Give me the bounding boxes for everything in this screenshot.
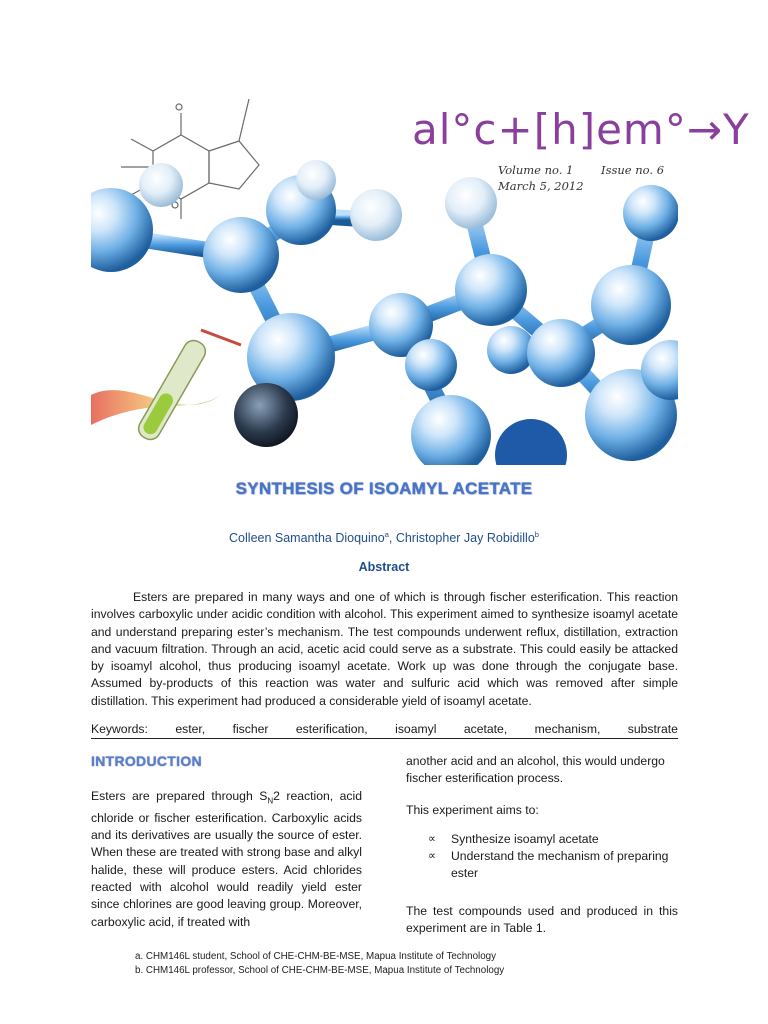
- list-item: [428, 831, 678, 848]
- author-1: Colleen Samantha Dioquino: [229, 531, 385, 546]
- introduction-heading: INTRODUCTION: [91, 753, 202, 769]
- intro-text-rest: 2 reaction, acid chloride or fischer esterification. Carboxylic acids and its derivatives are usually the source of ester. When these are treated with strong base and alkyl halide, these will produce esters. Acid chlorides reacted with alcohol would readily yield ester since chlorines are good leaving group. Moreover, carboxylic acid, if treated with: [91, 789, 362, 929]
- journal-logo: al°c+[h]em°→Y: [412, 105, 750, 154]
- intro-subscript: N: [267, 796, 274, 806]
- introduction-left-column: [91, 788, 362, 931]
- molecule-atoms: [91, 160, 678, 465]
- introduction-right-column: [406, 753, 678, 937]
- aim-text: Synthesize isoamyl acetate: [451, 831, 599, 846]
- issue-info: [498, 162, 688, 194]
- abstract-heading: Abstract: [358, 560, 410, 574]
- footnote-a: a. CHM146L student, School of CHE-CHM-BE-MSE, Mapua Institute of Technology: [135, 951, 497, 962]
- abstract-text: Esters are prepared in many ways and one of which is through fischer esterification. This reaction involves carboxylic under acidic condition with alcohol. This experiment aimed to synthesize isoamyl acetate and understand preparing ester’s mechanism. The test compounds underwent reflux, distillation, extraction and vacuum filtration. Through an acid, acetic acid could serve as a substrate. This could easily be attacked by isoamyl alcohol, thus producing isoamyl acetate. Work up was done through the conjugate base. Assumed by-products of this reaction was water and sulfuric acid which was removed after simple distillation. This experiment had produced a considerable yield of isoamyl acetate.: [91, 590, 678, 708]
- keyword: isoamyl: [395, 722, 437, 736]
- keyword: ester,: [175, 722, 206, 736]
- author-2-affiliation-mark: b: [534, 530, 539, 539]
- author-1-affiliation-mark: a: [384, 530, 389, 539]
- footnote-b: b. CHM146L professor, School of CHE-CHM-BE-MSE, Mapua Institute of Technology: [135, 964, 505, 976]
- issue-date: March 5, 2012: [498, 179, 584, 193]
- aims-list: [406, 831, 678, 883]
- keywords-label: Keywords:: [91, 722, 148, 736]
- author-separator: ,: [388, 531, 396, 546]
- intro-right-paragraph-2: The test compounds used and produced in this experiment are in Table 1.: [406, 903, 678, 936]
- volume-label: Volume no. 1: [498, 163, 574, 177]
- aim-text: Understand the mechanism of preparing ester: [451, 849, 669, 881]
- article-title: SYNTHESIS OF ISOAMYL ACETATE: [235, 479, 533, 498]
- intro-text-start: Esters are prepared through S: [91, 789, 268, 803]
- intro-right-paragraph-1: another acid and an alcohol, this would undergo fischer esterification process.: [406, 754, 665, 786]
- author-line: [0, 530, 768, 545]
- author-2: Christopher Jay Robidillo: [395, 531, 535, 546]
- caffeine-structure-drawing: [121, 99, 259, 219]
- keyword: mechanism,: [534, 722, 601, 736]
- aims-intro: This experiment aims to:: [406, 802, 539, 817]
- keywords-line: [91, 722, 678, 739]
- bullet-icon: ∝: [428, 850, 436, 863]
- test-tube-drawing: [91, 330, 241, 443]
- list-item: [428, 848, 678, 883]
- keyword: esterification,: [295, 722, 368, 736]
- keyword: fischer: [232, 722, 269, 736]
- bullet-icon: ∝: [428, 832, 436, 845]
- footnotes: [135, 950, 504, 977]
- issue-label: Issue no. 6: [601, 163, 665, 177]
- keyword: substrate: [627, 722, 678, 736]
- keyword: acetate,: [463, 722, 508, 736]
